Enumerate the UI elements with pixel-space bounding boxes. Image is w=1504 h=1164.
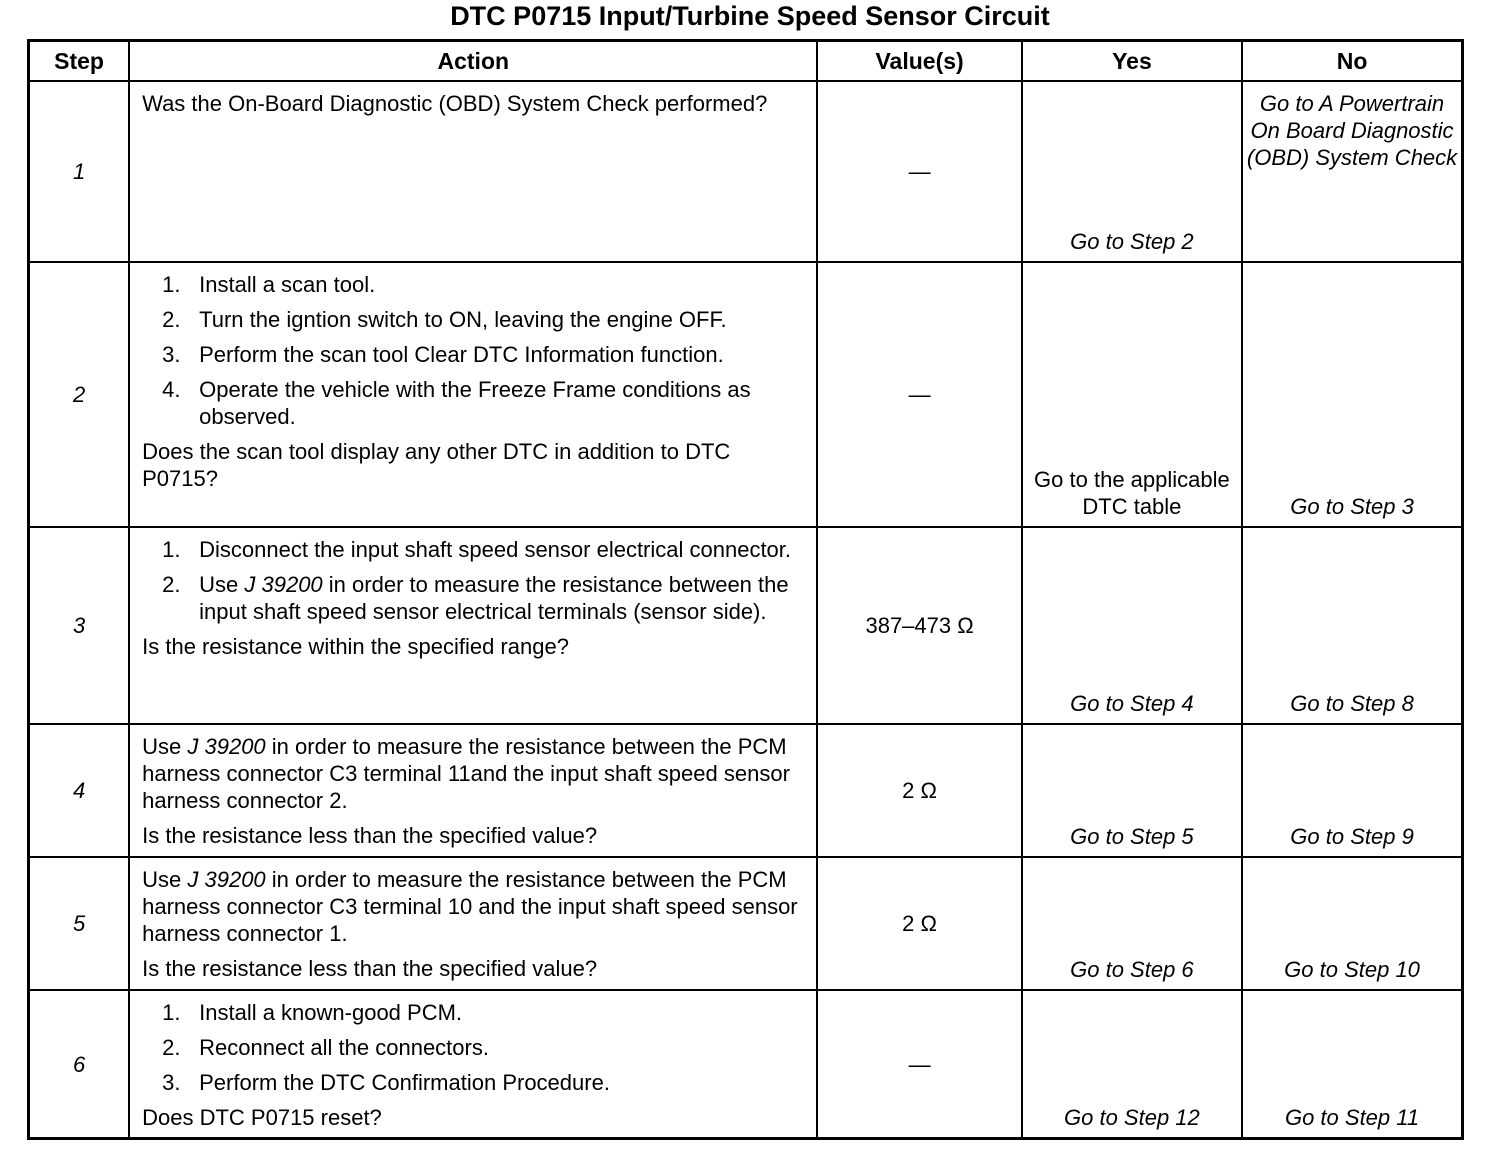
action-question: Does the scan tool display any other DTC in addition to DTC P0715? bbox=[142, 439, 731, 491]
table-row bbox=[29, 527, 1463, 724]
no-cell: Go to Step 3 bbox=[1242, 262, 1462, 527]
no-cell bbox=[1242, 81, 1462, 262]
header-values: Value(s) bbox=[817, 41, 1021, 82]
step-number: 5 bbox=[29, 857, 130, 990]
action-text: Use J 39200 in order to measure the resistance between the PCM harness connector C3 terminal 11and the input shaft speed sensor harness connector 2. bbox=[142, 734, 790, 813]
value-cell: 2 Ω bbox=[817, 857, 1021, 990]
action-question: Is the resistance less than the specified value? bbox=[142, 956, 598, 981]
no-cell: Go to Step 8 bbox=[1242, 527, 1462, 724]
no-prefix: Go to bbox=[1259, 91, 1314, 116]
value-cell: — bbox=[817, 262, 1021, 527]
list-item: 3. Perform the DTC Confirmation Procedure. bbox=[162, 1070, 610, 1095]
step-number: 1 bbox=[29, 81, 130, 262]
list-item: 3. Perform the scan tool Clear DTC Information function. bbox=[162, 342, 724, 367]
table-row bbox=[29, 81, 1463, 262]
value-cell: 387–473 Ω bbox=[817, 527, 1021, 724]
action-cell bbox=[129, 81, 817, 262]
table-row bbox=[29, 262, 1463, 527]
list-item: 2. Reconnect all the connectors. bbox=[162, 1035, 489, 1060]
header-yes: Yes bbox=[1022, 41, 1242, 82]
action-question: Is the resistance less than the specified value? bbox=[142, 823, 598, 848]
yes-cell: Go to Step 6 bbox=[1022, 857, 1242, 990]
tool-reference: J 39200 bbox=[244, 572, 323, 597]
header-action: Action bbox=[129, 41, 817, 82]
action-cell bbox=[129, 990, 817, 1139]
page-title: DTC P0715 Input/Turbine Speed Sensor Circuit bbox=[450, 1, 1050, 31]
header-no: No bbox=[1242, 41, 1462, 82]
no-cell: Go to Step 11 bbox=[1242, 990, 1462, 1139]
tool-reference: J 39200 bbox=[187, 734, 266, 759]
action-cell bbox=[129, 857, 817, 990]
list-item: 2. Use J 39200 in order to measure the resistance between the input shaft speed sensor electrical terminals (sensor side). bbox=[162, 572, 789, 624]
value-cell: — bbox=[817, 990, 1021, 1139]
no-cell: Go to Step 9 bbox=[1242, 724, 1462, 857]
list-item: 2. Turn the igntion switch to ON, leaving the engine OFF. bbox=[162, 307, 727, 332]
list-item: 4. Operate the vehicle with the Freeze Frame conditions as observed. bbox=[162, 377, 751, 429]
action-text: Was the On-Board Diagnostic (OBD) System Check performed? bbox=[142, 91, 768, 116]
list-item: 1. Install a scan tool. bbox=[162, 272, 376, 297]
tool-reference: J 39200 bbox=[187, 867, 266, 892]
action-cell bbox=[129, 262, 817, 527]
yes-cell: Go to Step 4 bbox=[1022, 527, 1242, 724]
yes-cell: Go to Step 12 bbox=[1022, 990, 1242, 1139]
action-question: Does DTC P0715 reset? bbox=[142, 1105, 382, 1130]
header-step: Step bbox=[29, 41, 130, 82]
value-cell: 2 Ω bbox=[817, 724, 1021, 857]
table-row bbox=[29, 724, 1463, 857]
value-cell: — bbox=[817, 81, 1021, 262]
yes-cell: Go to Step 2 bbox=[1022, 81, 1242, 262]
yes-cell: Go to Step 5 bbox=[1022, 724, 1242, 857]
step-number: 6 bbox=[29, 990, 130, 1139]
action-list bbox=[142, 271, 806, 430]
action-list bbox=[142, 999, 806, 1096]
step-number: 4 bbox=[29, 724, 130, 857]
list-item: 1. Install a known-good PCM. bbox=[162, 1000, 463, 1025]
no-cell: Go to Step 10 bbox=[1242, 857, 1462, 990]
table-row bbox=[29, 857, 1463, 990]
step-number: 2 bbox=[29, 262, 130, 527]
yes-cell: Go to the applicable DTC table bbox=[1022, 262, 1242, 527]
diagnostic-table bbox=[27, 39, 1464, 1140]
step-number: 3 bbox=[29, 527, 130, 724]
action-cell bbox=[129, 527, 817, 724]
table-header-row bbox=[29, 41, 1463, 82]
table-row bbox=[29, 990, 1463, 1139]
action-cell bbox=[129, 724, 817, 857]
action-text: Use J 39200 in order to measure the resistance between the PCM harness connector C3 terminal 10 and the input shaft speed sensor harness connector 1. bbox=[142, 867, 798, 946]
action-list bbox=[142, 536, 806, 625]
list-item: 1. Disconnect the input shaft speed sensor electrical connector. bbox=[162, 537, 792, 562]
action-question: Is the resistance within the specified range? bbox=[142, 634, 569, 659]
no-reference: A Powertrain On Board Diagnostic (OBD) System Check bbox=[1246, 91, 1458, 170]
